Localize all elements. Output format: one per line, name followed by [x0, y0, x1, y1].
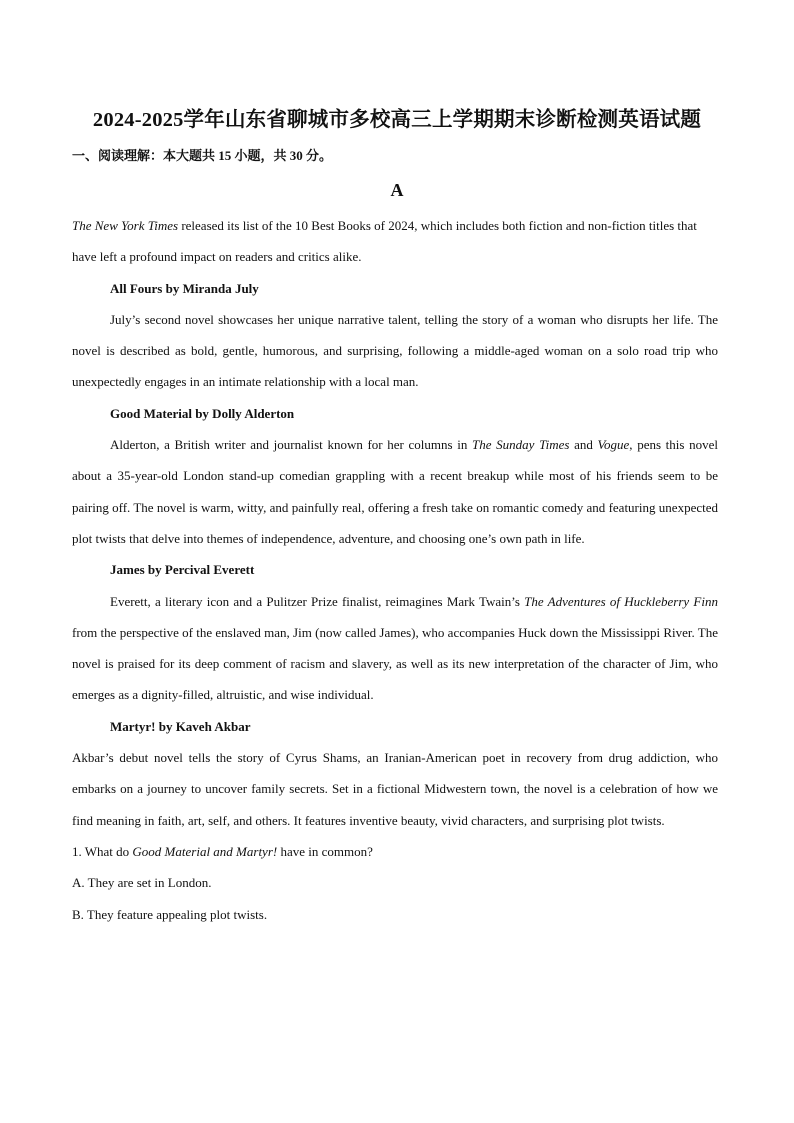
- book-heading: Good Material by Dolly Alderton: [110, 405, 295, 421]
- publication-title: The Sunday Times: [472, 437, 570, 453]
- intro-text: released its list of the 10 Best Books of 2024, which includes both fiction and non-fiction titles that have left a profound impact on readers and critics alike.: [72, 218, 697, 265]
- work-title: The Adventures of Huckleberry Finn: [524, 593, 718, 609]
- section-heading: 一、阅读理解：本大题共 15 小题，共 30 分。: [72, 148, 333, 163]
- publication-title: Vogue: [597, 437, 630, 453]
- book-heading: All Fours by Miranda July: [110, 280, 259, 296]
- passage-body: [72, 210, 718, 930]
- intro-paragraph: [72, 210, 718, 273]
- book-description: Alderton, a British writer and journalist known for her columns in The Sunday Times and Vogue, pens this novel about a 35-year-old London stand-up comedian grappling with a recent breakup while most of his friends seem to be pairing off. The novel is warm, witty, and painfully real, offering a fresh take on romantic comedy and featuring unexpected plot twists that delve into themes of independence, adventure, and choosing one’s own path in life.: [72, 437, 718, 546]
- question-titles: Good Material and Martyr!: [132, 843, 278, 859]
- intro-source: The New York Times: [72, 218, 179, 233]
- book-heading: Martyr! by Kaveh Akbar: [110, 718, 251, 734]
- book-description: July’s second novel showcases her unique narrative talent, telling the story of a woman who disrupts her life. The novel is described as bold, gentle, humorous, and surprising, following a middle-aged woman on a solo road trip who unexpectedly engages in an intimate relationship with a local man.: [72, 311, 718, 390]
- book-description: Akbar’s debut novel tells the story of Cyrus Shams, an Iranian-American poet in recovery from drug addiction, who embarks on a journey to uncover family secrets. Set in a fictional Midwestern town, the novel is a celebration of how we find meaning in faith, art, self, and others. It features inventive beauty, vivid characters, and surprising plot twists.: [72, 750, 718, 828]
- answer-option-a: A. They are set in London.: [72, 875, 212, 891]
- book-description: Everett, a literary icon and a Pulitzer Prize finalist, reimagines Mark Twain’s The Adventures of Huckleberry Finn from the perspective of the enslaved man, Jim (now called James), who accompanies Huck down the Mississippi River. The novel is praised for its deep comment of racism and slavery, as well as its new interpretation of the character of Jim, who emerges as a dignity-filled, altruistic, and wise individual.: [72, 593, 718, 703]
- passage-label: A: [390, 180, 404, 200]
- question-stem: 1. What do Good Material and Martyr! have in common?: [72, 843, 373, 859]
- book-heading: James by Percival Everett: [110, 562, 255, 578]
- page-title: 2024-2025学年山东省聊城市多校高三上学期期末诊断检测英语试题: [92, 109, 702, 131]
- answer-option-b: B. They feature appealing plot twists.: [72, 906, 268, 922]
